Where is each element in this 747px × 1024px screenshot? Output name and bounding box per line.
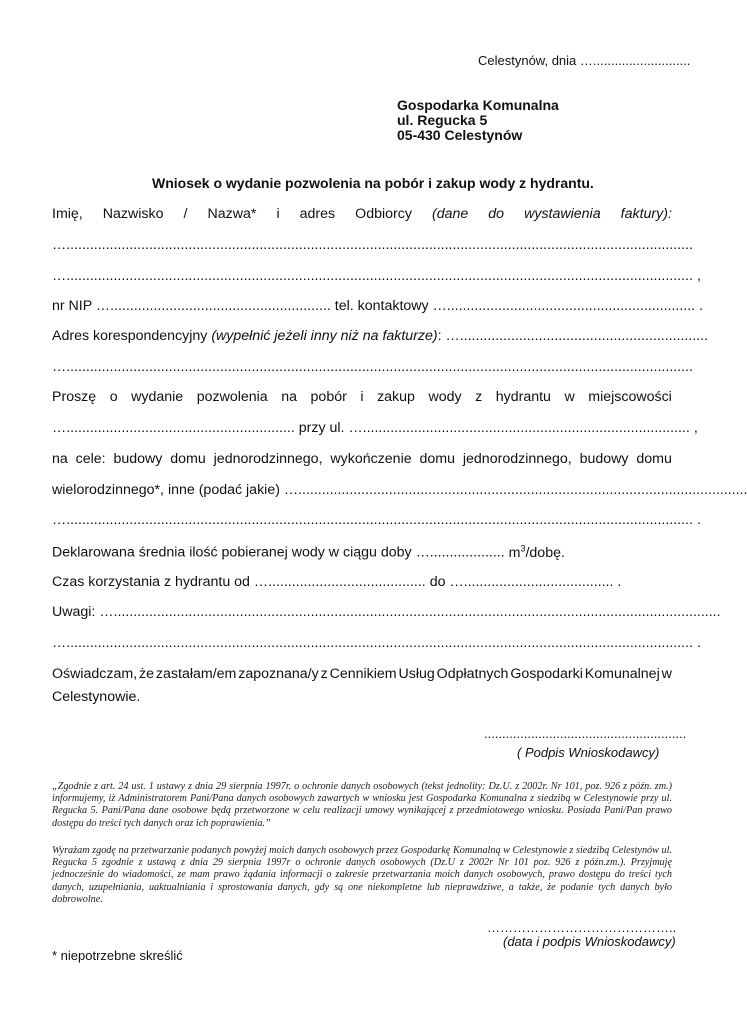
statement-line — [52, 666, 672, 682]
request-line — [52, 389, 672, 405]
request-word: w — [564, 389, 575, 405]
signature-field[interactable]: ........................................................ — [484, 726, 687, 741]
purpose-word: budowy — [579, 451, 629, 467]
applicant-word: Imię, — [52, 206, 83, 222]
date-signature-field[interactable]: …………………………………….. — [487, 920, 677, 935]
statement-word: z — [320, 666, 328, 682]
purpose-word: jednorodzinnego, — [462, 451, 572, 467]
statement-word: Oświadczam, — [52, 666, 138, 682]
applicant-label-line — [52, 206, 672, 222]
request-word: wydanie — [131, 389, 184, 405]
purpose-word: wykończenie — [330, 451, 412, 467]
water-unit: $m^3$/dobę. — [508, 543, 565, 561]
purpose-word: domu — [636, 451, 672, 467]
applicant-word: / — [183, 206, 188, 222]
purpose-fill-line[interactable] — [52, 512, 701, 528]
form-title: Wniosek o wydanie pozwolenia na pobór i zakup wody z hydrantu. — [152, 175, 594, 191]
remarks-line — [52, 604, 721, 620]
purpose-word: cele: — [75, 451, 106, 467]
purpose-line — [52, 451, 672, 467]
request-word: na — [281, 389, 298, 405]
period: . — [617, 574, 622, 590]
nip-line — [52, 298, 703, 314]
address-colon: : — [437, 328, 442, 344]
purpose-other-field[interactable]: ….................................................................................................................. — [283, 482, 747, 498]
nip-label: nr NIP — [52, 298, 92, 314]
recipient-street: ul. Regucka 5 — [397, 112, 488, 128]
statement-word: Gospodarki — [510, 666, 583, 682]
water-label: Deklarowana średnia ilość pobieranej wody w ciągu doby — [52, 544, 412, 561]
request-word: pobór — [310, 389, 347, 405]
applicant-word: i — [276, 206, 280, 222]
gdpr-consent-clause: Wyrażam zgodę na przetwarzanie podanych powyżej moich danych osobowych przez Gospodarkę Komunalną w Celestynowie z siedzibą Celestynów ul. Regucka 5 zgodnie z ustawą z dnia 29 sierpnia 1997r o ochronie danych osobowych (Dz.U z 2002r Nr 101 poz. 926 z późn.zm.). Przyjmuję jednocześnie do wiadomości, ze mam prawo żądania informacji o zakresie przetwarzania moich danych osobowych, prawo dostępu do treści tych danych, uzupełniania, uaktualniania i sprostowania danych, gdy są one niekompletne lub nieprawdziwe, a także, że podanie tych danych było dobrowolne. — [52, 845, 672, 905]
remarks-fill-line[interactable] — [52, 635, 701, 651]
comma: , — [696, 268, 701, 284]
statement-word: Cennikiem — [329, 666, 397, 682]
town-street-line — [52, 420, 698, 436]
period: . — [699, 298, 704, 314]
request-word: zakup — [377, 389, 415, 405]
purpose-word: domu — [170, 451, 206, 467]
applicant-word: Odbiorcy — [355, 206, 412, 222]
applicant-note-word: faktury): — [620, 206, 672, 222]
water-line — [52, 543, 565, 561]
period: . — [696, 635, 701, 651]
street-field[interactable]: …................................................................................... — [348, 420, 690, 436]
period-label: Czas korzystania z hydrantu od — [52, 574, 250, 590]
address-label: Adres korespondencyjny — [52, 328, 208, 344]
request-word: miejscowości — [588, 389, 672, 405]
statement-word: zapoznana/y — [238, 666, 319, 682]
purpose-line-2 — [52, 482, 747, 498]
period-to-field[interactable]: …...................................... — [449, 574, 614, 590]
period-to-label: do — [429, 574, 446, 590]
applicant-fill-line-2[interactable] — [52, 268, 701, 284]
statement-word: w — [661, 666, 672, 682]
remarks-label: Uwagi: — [52, 604, 96, 620]
date-signature-label: (data i podpis Wnioskodawcy) — [503, 934, 676, 949]
period: . — [696, 512, 701, 528]
statement-line-2: Celestynowie. — [52, 689, 141, 705]
recipient-city: 05-430 Celestynów — [397, 127, 523, 143]
applicant-note-word: do — [488, 206, 505, 222]
applicant-note-word: (dane — [431, 206, 469, 222]
purpose-other-label: wielorodzinnego*, inne (podać jakie) — [52, 482, 280, 498]
period-from-field[interactable]: …........................................ — [253, 574, 426, 590]
applicant-fill-line-1[interactable]: …............................................................................................................................................................... — [52, 237, 693, 253]
purpose-word: domu — [419, 451, 455, 467]
footnote: * niepotrzebne skreślić — [52, 948, 183, 963]
remarks-field[interactable]: ….......................................................................................................................................................... — [99, 604, 721, 620]
address-fill-line[interactable]: …............................................................................................................................................................... — [52, 359, 693, 375]
address-field[interactable]: …............................................................... — [445, 328, 709, 344]
nip-field[interactable]: …........................................................ — [95, 298, 331, 314]
request-word: z — [475, 389, 483, 405]
comma: , — [693, 420, 698, 436]
phone-label: tel. kontaktowy — [334, 298, 429, 314]
purpose-word: budowy — [113, 451, 163, 467]
town-field[interactable]: ….......................................................... — [52, 420, 295, 436]
request-word: i — [360, 389, 364, 405]
signature-label: ( Podpis Wnioskodawcy) — [517, 745, 660, 760]
applicant-word: Nazwisko — [102, 206, 164, 222]
address-line — [52, 328, 709, 344]
purpose-fill-dots: …............................................................................................................................................................... — [52, 512, 693, 528]
purpose-word: na — [52, 451, 68, 467]
request-word: hydrantu — [495, 389, 551, 405]
applicant-fill-dots: …............................................................................................................................................................... — [52, 268, 693, 284]
request-word: wody — [428, 389, 462, 405]
phone-field[interactable]: …............................................................... — [432, 298, 696, 314]
applicant-note-word: wystawienia — [524, 206, 601, 222]
request-word: pozwolenia — [196, 389, 268, 405]
place-date: Celestynów, dnia …........................... — [478, 53, 691, 68]
remarks-fill-dots: …............................................................................................................................................................... — [52, 635, 693, 651]
applicant-word: Nazwa* — [207, 206, 257, 222]
statement-word: że — [139, 666, 155, 682]
statement-word: Komunalnej — [584, 666, 660, 682]
statement-word: Usług — [398, 666, 435, 682]
period-line — [52, 574, 621, 590]
recipient-name: Gospodarka Komunalna — [397, 97, 559, 113]
gdpr-information-clause: „Zgodnie z art. 24 ust. 1 ustawy z dnia 29 sierpnia 1997r. o ochronie danych osobowych (tekst jednolity: Dz.U. z 2002r. Nr 101, poz. 926 z późn. zm.) informujemy, iż Administratorem Pani/Pana danych osobowych zawartych w wniosku jest Gospodarka Komunalna z siedzibą w Celestynowie przy ul. Regucka 5. Pani/Pana dane osobowe będą przetworzone w celu realizacji umowy wynikającej z przedmiotowego wniosku. Posiada Pani/Pan prawo dostępu do treści tych danych oraz ich poprawienia.” — [52, 781, 672, 829]
purpose-word: jednorodzinnego, — [213, 451, 323, 467]
request-word: o — [109, 389, 118, 405]
address-note: (wypełnić jeżeli inny niż na fakturze) — [211, 328, 438, 344]
applicant-word: adres — [299, 206, 336, 222]
statement-word: zastałam/em — [155, 666, 237, 682]
water-field[interactable]: …................... — [415, 544, 505, 561]
statement-word: Odpłatnych — [436, 666, 509, 682]
request-word: Proszę — [52, 389, 97, 405]
street-label: przy ul. — [298, 420, 345, 436]
